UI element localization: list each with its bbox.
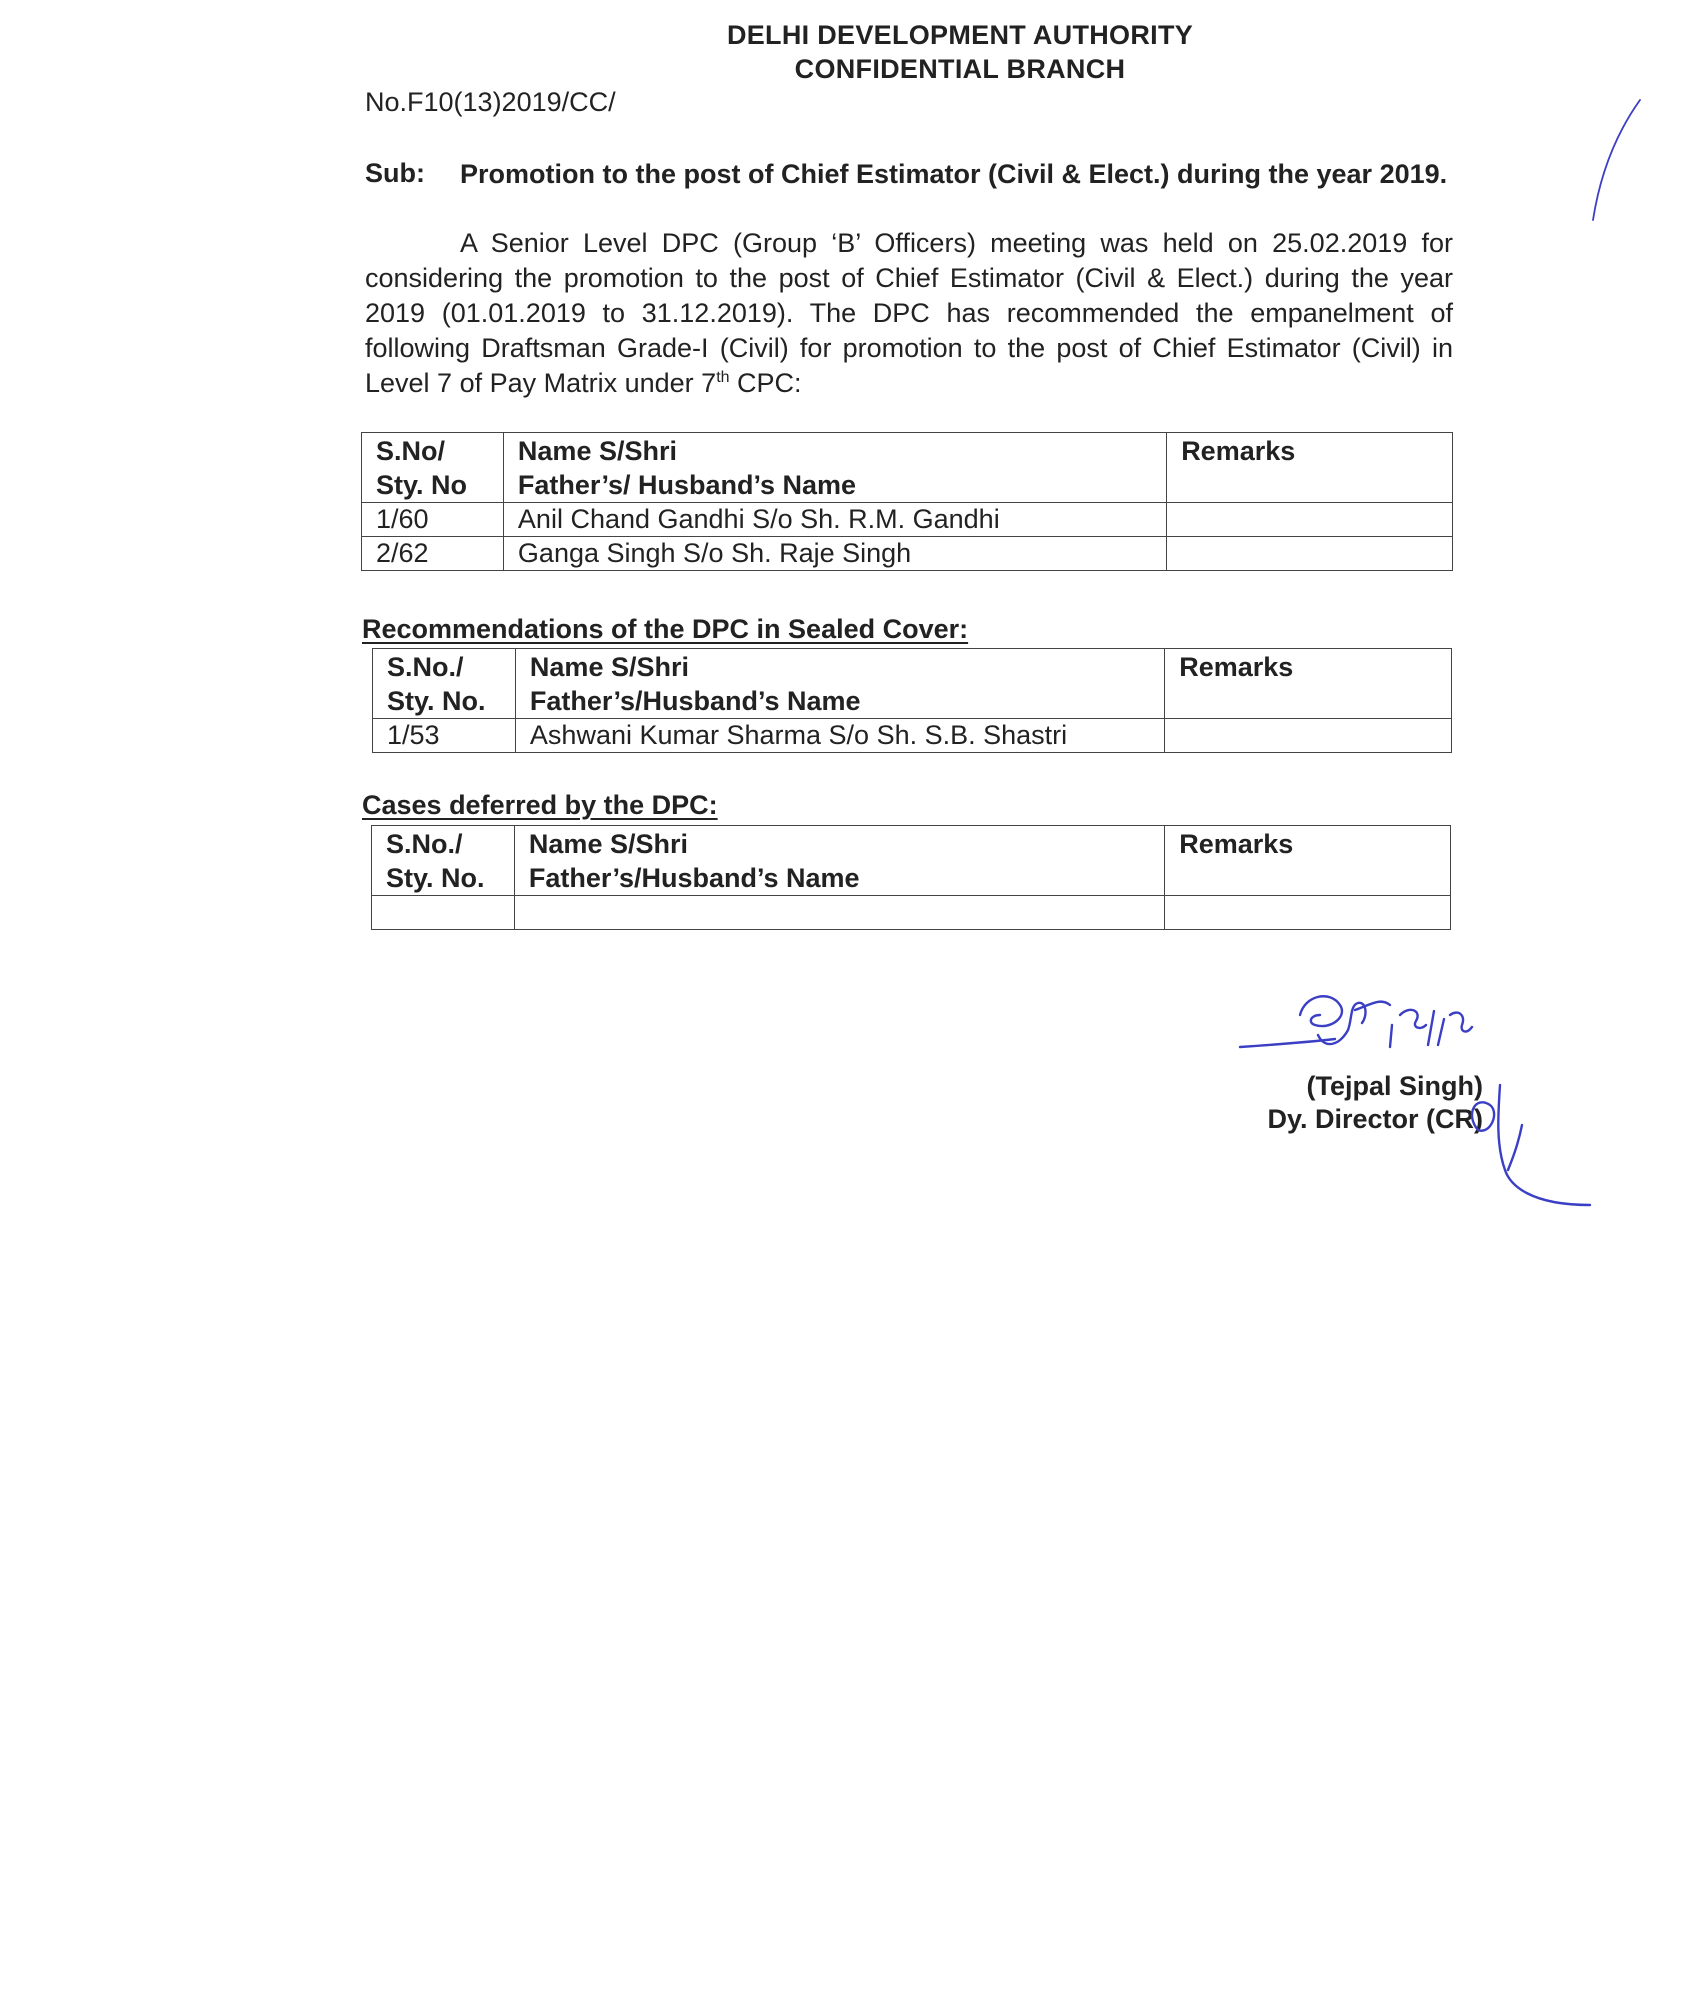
header-sno: [362, 433, 504, 503]
promotion-table: [361, 432, 1453, 571]
header-sno-line2: Sty. No.: [386, 863, 485, 893]
header-remarks: Remarks: [1167, 433, 1453, 503]
handwritten-signature: [1230, 975, 1520, 1075]
header-name-line2: Father’s/Husband’s Name: [529, 686, 861, 716]
body-text-end: CPC:: [729, 368, 802, 398]
header-name-line1: Name S/Shri: [529, 652, 689, 682]
header-name: [514, 826, 1164, 896]
deferred-heading: Cases deferred by the DPC:: [362, 790, 718, 820]
header-remarks: Remarks: [1165, 649, 1452, 719]
header-name-line2: Father’s/Husband’s Name: [528, 863, 860, 893]
file-number: No.F10(13)2019/CC/: [365, 87, 616, 117]
header-name-line1: Name S/Shri: [528, 829, 688, 859]
org-name: DELHI DEVELOPMENT AUTHORITY: [726, 20, 1194, 50]
cell-name: [514, 896, 1164, 930]
margin-pen-mark: [1585, 95, 1645, 225]
body-paragraph: [365, 226, 1453, 401]
table-header-row: [373, 649, 1452, 719]
signatory-name: (Tejpal Singh): [1306, 1071, 1483, 1101]
header-sno-line2: Sty. No.: [387, 686, 486, 716]
cell-remarks: [1165, 719, 1452, 753]
cell-sno: 2/62: [362, 537, 504, 571]
deferred-table: [371, 825, 1451, 930]
table-row: [362, 537, 1453, 571]
cell-remarks: [1167, 537, 1453, 571]
table-header-row: [362, 433, 1453, 503]
table-header-row: [372, 826, 1451, 896]
header-sno: [372, 826, 515, 896]
subject-label: Sub:: [365, 158, 425, 188]
body-superscript: th: [716, 369, 730, 386]
header-name: [503, 433, 1166, 503]
cell-sno: 1/53: [373, 719, 516, 753]
initials-scribble: [1460, 1075, 1600, 1215]
cell-remarks: [1167, 503, 1453, 537]
signatory-designation: Dy. Director (CR): [1267, 1104, 1483, 1134]
branch-name: CONFIDENTIAL BRANCH: [794, 54, 1126, 84]
sealed-cover-heading: Recommendations of the DPC in Sealed Cover:: [362, 614, 969, 644]
table-row: [362, 503, 1453, 537]
header-sno-line1: S.No./: [387, 652, 464, 682]
cell-name: Ganga Singh S/o Sh. Raje Singh: [503, 537, 1166, 571]
header-sno: [373, 649, 516, 719]
cell-name: Anil Chand Gandhi S/o Sh. R.M. Gandhi: [503, 503, 1166, 537]
header-sno-line2: Sty. No: [376, 470, 468, 500]
header-name-line2: Father’s/ Husband’s Name: [517, 470, 857, 500]
cell-sno: [372, 896, 515, 930]
table-row: [373, 719, 1452, 753]
table-row: [372, 896, 1451, 930]
cell-sno: 1/60: [362, 503, 504, 537]
header-name: [515, 649, 1164, 719]
header-sno-line1: S.No/: [376, 436, 446, 466]
header-sno-line1: S.No./: [386, 829, 463, 859]
cell-name: Ashwani Kumar Sharma S/o Sh. S.B. Shastri: [515, 719, 1164, 753]
header-name-line1: Name S/Shri: [517, 436, 677, 466]
subject-text: Promotion to the post of Chief Estimator (Civil & Elect.) during the year 2019.: [460, 159, 1448, 189]
header-remarks: Remarks: [1165, 826, 1451, 896]
body-text: A Senior Level DPC (Group ‘B’ Officers) meeting was held on 25.02.2019 for considering the promotion to the post of Chief Estimator (Civil & Elect.) during the year 2019 (01.01.2019 to 31.12.2019). The DPC has recommended the empanelment of following Draftsman Grade-I (Civil) for promotion to the post of Chief Estimator (Civil) in Level 7 of Pay Matrix under 7: [365, 228, 1453, 398]
cell-remarks: [1165, 896, 1451, 930]
sealed-cover-table: [372, 648, 1452, 753]
